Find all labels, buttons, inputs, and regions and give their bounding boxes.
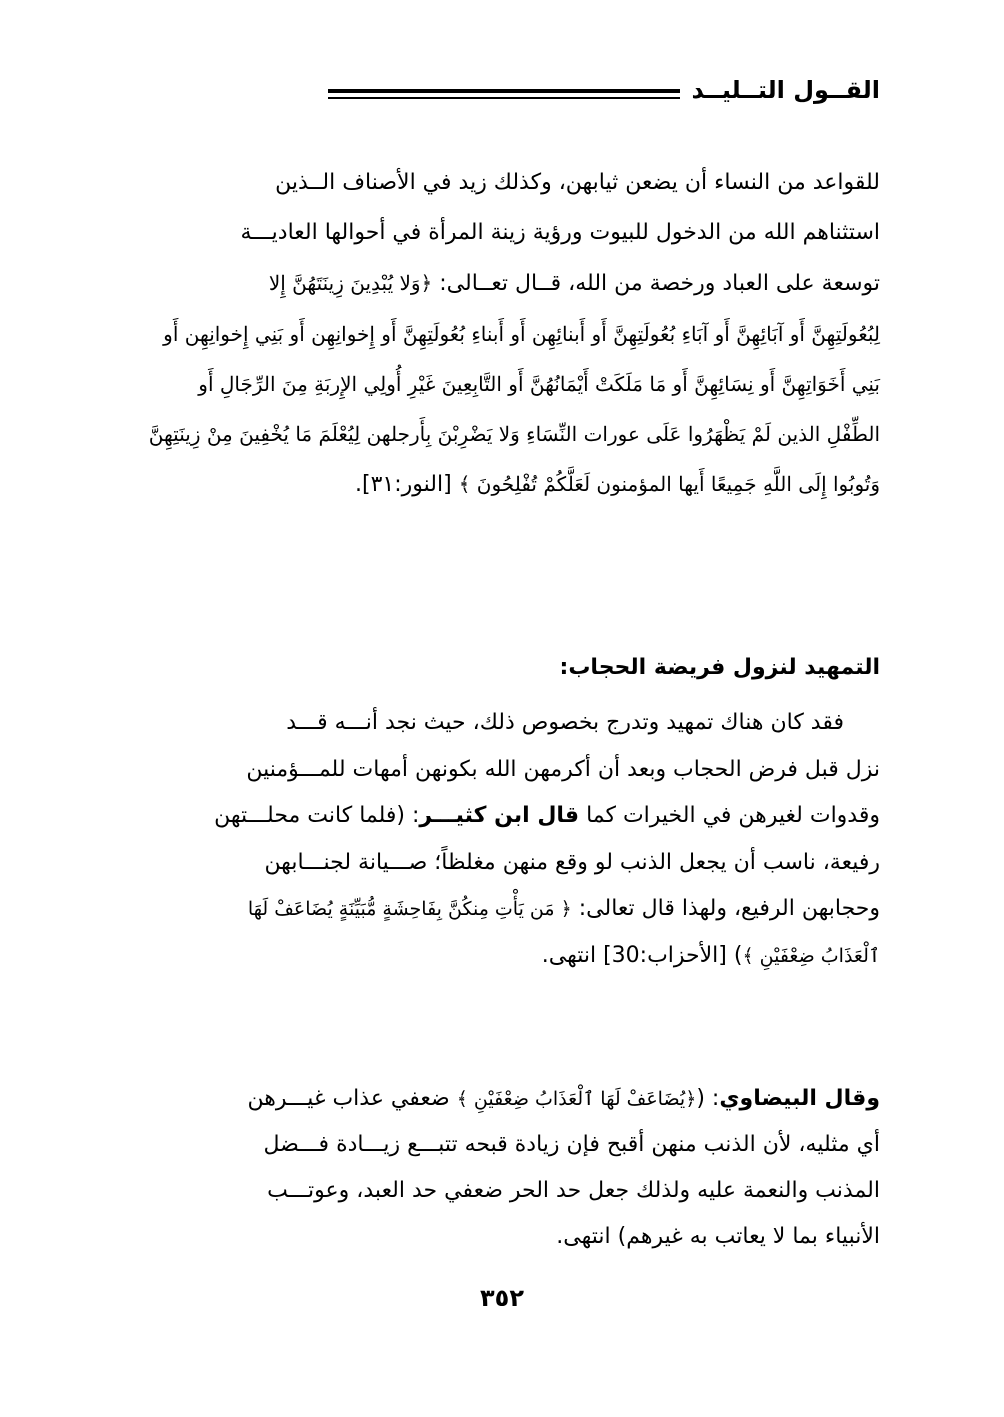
paragraph-baydawi [132, 1076, 880, 1260]
text-line [132, 258, 880, 309]
text-span: : ( [696, 1086, 720, 1111]
text-span: وقدوات لغيرهن في الخيرات كما [579, 803, 880, 828]
text-span: استثناهم الله من الدخول للبيوت ورؤية زينة المرأة في أحوالها العاديـــة [240, 220, 880, 245]
cited-author: وقال البيضاوي [719, 1086, 880, 1111]
text-span: توسعة على العباد ورخصة من الله، قــال تعــالى: [432, 271, 880, 296]
quran-verse-line: الطِّفْلِ الذين لَمْ يَظْهَرُوا عَلَى عورات النِّسَاءِ وَلا يَضْرِبْنَ بِأَرجلهن لِيُعْلَمَ مَا يُخْفِينَ مِنْ زِينَتِهِنَّ [148, 422, 880, 446]
text-line [132, 933, 880, 980]
page-number: ٣٥٢ [480, 1284, 524, 1312]
text-span: ضعفي عذاب غيـــرهن [247, 1086, 457, 1111]
quran-verse: ﴿ مَن يَأْتِ مِنكُنَّ بِفَاحِشَةٍ مُّبَيِّنَةٍ يُضَاعَفْ لَهَا [247, 898, 572, 920]
quran-verse-line: بَنِي أَخَوَاتِهِنَّ أَو نِسَائِهِنَّ أَو مَا مَلَكَتْ أَيْمَانُهُنَّ أَو التَّابِعِينَ غَيْرِ أُولِي الإِربَةِ مِنَ الرِّجَالِ أَو [198, 372, 880, 396]
text-line: أي مثليه، لأن الذنب منهن أقبح فإن زيادة قبحه تتبـــع زيـــادة فـــضل [263, 1132, 880, 1157]
quran-verse: ٱلْعَذَابُ ضِعْفَيْنِ ﴾ [742, 944, 880, 967]
text-line: المذنب والنعمة عليه ولذلك جعل حد الحر ضعفي حد العبد، وعوتـــب [267, 1178, 880, 1203]
quran-verse: ﴿وَلا يُبْدِينَ زِينَتَهُنَّ إِلا [268, 271, 433, 295]
text-line: نزل قبل فرض الحجاب وبعد أن أكرمهن الله بكونهن أمهات للمـــؤمنين [246, 756, 880, 782]
verse-reference: [النور:٣١]. [355, 472, 459, 497]
text-line [132, 886, 880, 933]
header-rule-thin [328, 97, 680, 99]
quran-verse: ﴿يُضَاعَفْ لَهَا ٱلْعَذَابُ ضِعْفَيْنِ ﴾ [456, 1088, 697, 1110]
text-line: للقواعد من النساء أن يضعن ثيابهن، وكذلك زيد في الأصناف الــذين [275, 170, 880, 195]
text-line [132, 793, 880, 840]
text-span: وحجابهن الرفيع، ولهذا قال تعالى: [571, 896, 880, 921]
cited-author: قال ابن كثيـــر [419, 803, 580, 828]
quran-verse-line: لِبُعُولَتِهِنَّ أَو آبَائِهِنَّ أَو آبَاءِ بُعُولَتِهِنَّ أَو أَبنائِهِن أَو أَبناءِ بُعُولَتِهِنَّ أَو إِخوانِهِن أَو بَنِي إِخوانِهِن أَو [163, 322, 880, 346]
text-span: : (فلما كانت محلـــتهن [214, 803, 420, 828]
section-heading: التمهيد لنزول فريضة الحجاب: [559, 655, 880, 680]
paragraph-hijab-preparation [132, 700, 880, 979]
header-title: القــول التــليــد [691, 76, 880, 104]
text-span: فقد كان هناك تمهيد وتدرج بخصوص ذلك، حيث نجد أنـــه قـــد [286, 710, 844, 735]
text-span: ) [الأحزاب:30] انتهى. [541, 942, 743, 968]
header-rule-thick [328, 89, 680, 93]
quran-verse: وَتُوبُوا إِلَى اللَّهِ جَمِيعًا أَيها المؤمنون لَعَلَّكُمْ تُفْلِحُونَ ﴾ [458, 472, 880, 496]
text-line [132, 700, 880, 747]
running-header [128, 72, 880, 112]
text-line: رفيعة، ناسب أن يجعل الذنب لو وقع منهن مغلظاً؛ صـــيانة لجنـــابهن [264, 849, 880, 875]
text-line: الأنبياء بما لا يعاتب به غيرهم) انتهى. [556, 1224, 880, 1249]
paragraph-intro [132, 158, 880, 510]
text-line [132, 459, 880, 510]
text-line [132, 208, 880, 258]
text-line [132, 1076, 880, 1122]
header-double-rule [128, 72, 680, 112]
